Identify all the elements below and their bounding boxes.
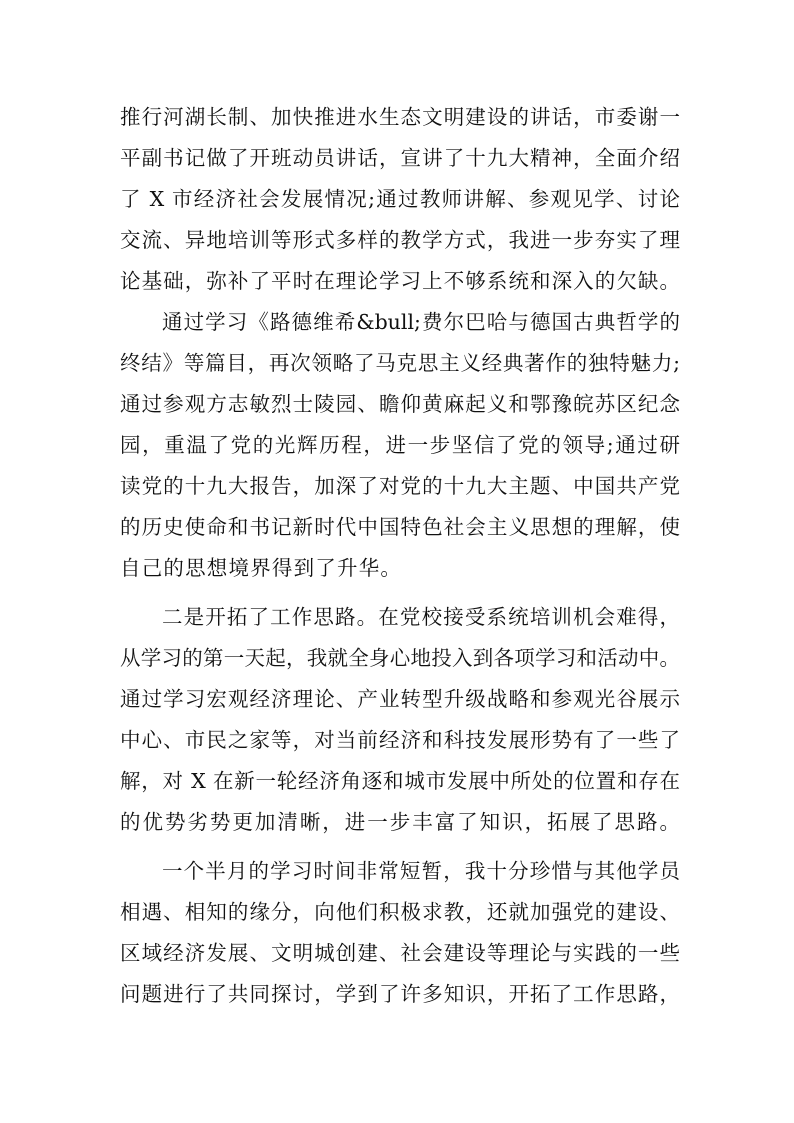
text-line: 的历史使命和书记新时代中国特色社会主义思想的理解，使 <box>120 515 680 539</box>
text-line: 通过学习宏观经济理论、产业转型升级战略和参观光谷展示 <box>120 687 680 711</box>
paragraph-last-line: 自己的思想境界得到了升华。 <box>120 556 403 580</box>
text-line: 解，对 X 在新一轮经济角逐和城市发展中所处的位置和存在 <box>120 769 680 793</box>
text-line: 平副书记做了开班动员讲话，宣讲了十九大精神，全面介绍 <box>120 146 680 170</box>
text-line: 从学习的第一天起，我就全身心地投入到各项学习和活动中。 <box>120 646 680 670</box>
text-line: 中心、市民之家等，对当前经济和科技发展形势有了一些了 <box>120 728 680 752</box>
text-line: 论基础，弥补了平时在理论学习上不够系统和深入的欠缺。 <box>120 269 680 293</box>
text-line: 了 X 市经济社会发展情况;通过教师讲解、参观见学、讨论 <box>120 187 680 211</box>
paragraph-last-line: 的优势劣势更加清晰，进一步丰富了知识，拓展了思路。 <box>120 810 680 834</box>
paragraph-first-line: 二是开拓了工作思路。在党校接受系统培训机会难得， <box>162 605 680 629</box>
text-line: 终结》等篇目，再次领略了马克思主义经典著作的独特魅力; <box>120 351 680 375</box>
text-line: 交流、异地培训等形式多样的教学方式，我进一步夯实了理 <box>120 228 680 252</box>
text-line: 问题进行了共同探讨，学到了许多知识，开拓了工作思路， <box>120 982 680 1006</box>
text-line: 相遇、相知的缘分，向他们积极求教，还就加强党的建设、 <box>120 900 680 924</box>
text-line: 园，重温了党的光辉历程，进一步坚信了党的领导;通过研 <box>120 433 680 457</box>
paragraph-first-line: 一个半月的学习时间非常短暂，我十分珍惜与其他学员 <box>162 859 680 883</box>
text-line: 推行河湖长制、加快推进水生态文明建设的讲话，市委谢一 <box>120 105 680 129</box>
text-line: 读党的十九大报告，加深了对党的十九大主题、中国共产党 <box>120 474 680 498</box>
text-line: 区域经济发展、文明城创建、社会建设等理论与实践的一些 <box>120 941 680 965</box>
text-line: 通过参观方志敏烈士陵园、瞻仰黄麻起义和鄂豫皖苏区纪念 <box>120 392 680 416</box>
paragraph-first-line: 通过学习《路德维希&bull;费尔巴哈与德国古典哲学的 <box>162 310 680 334</box>
